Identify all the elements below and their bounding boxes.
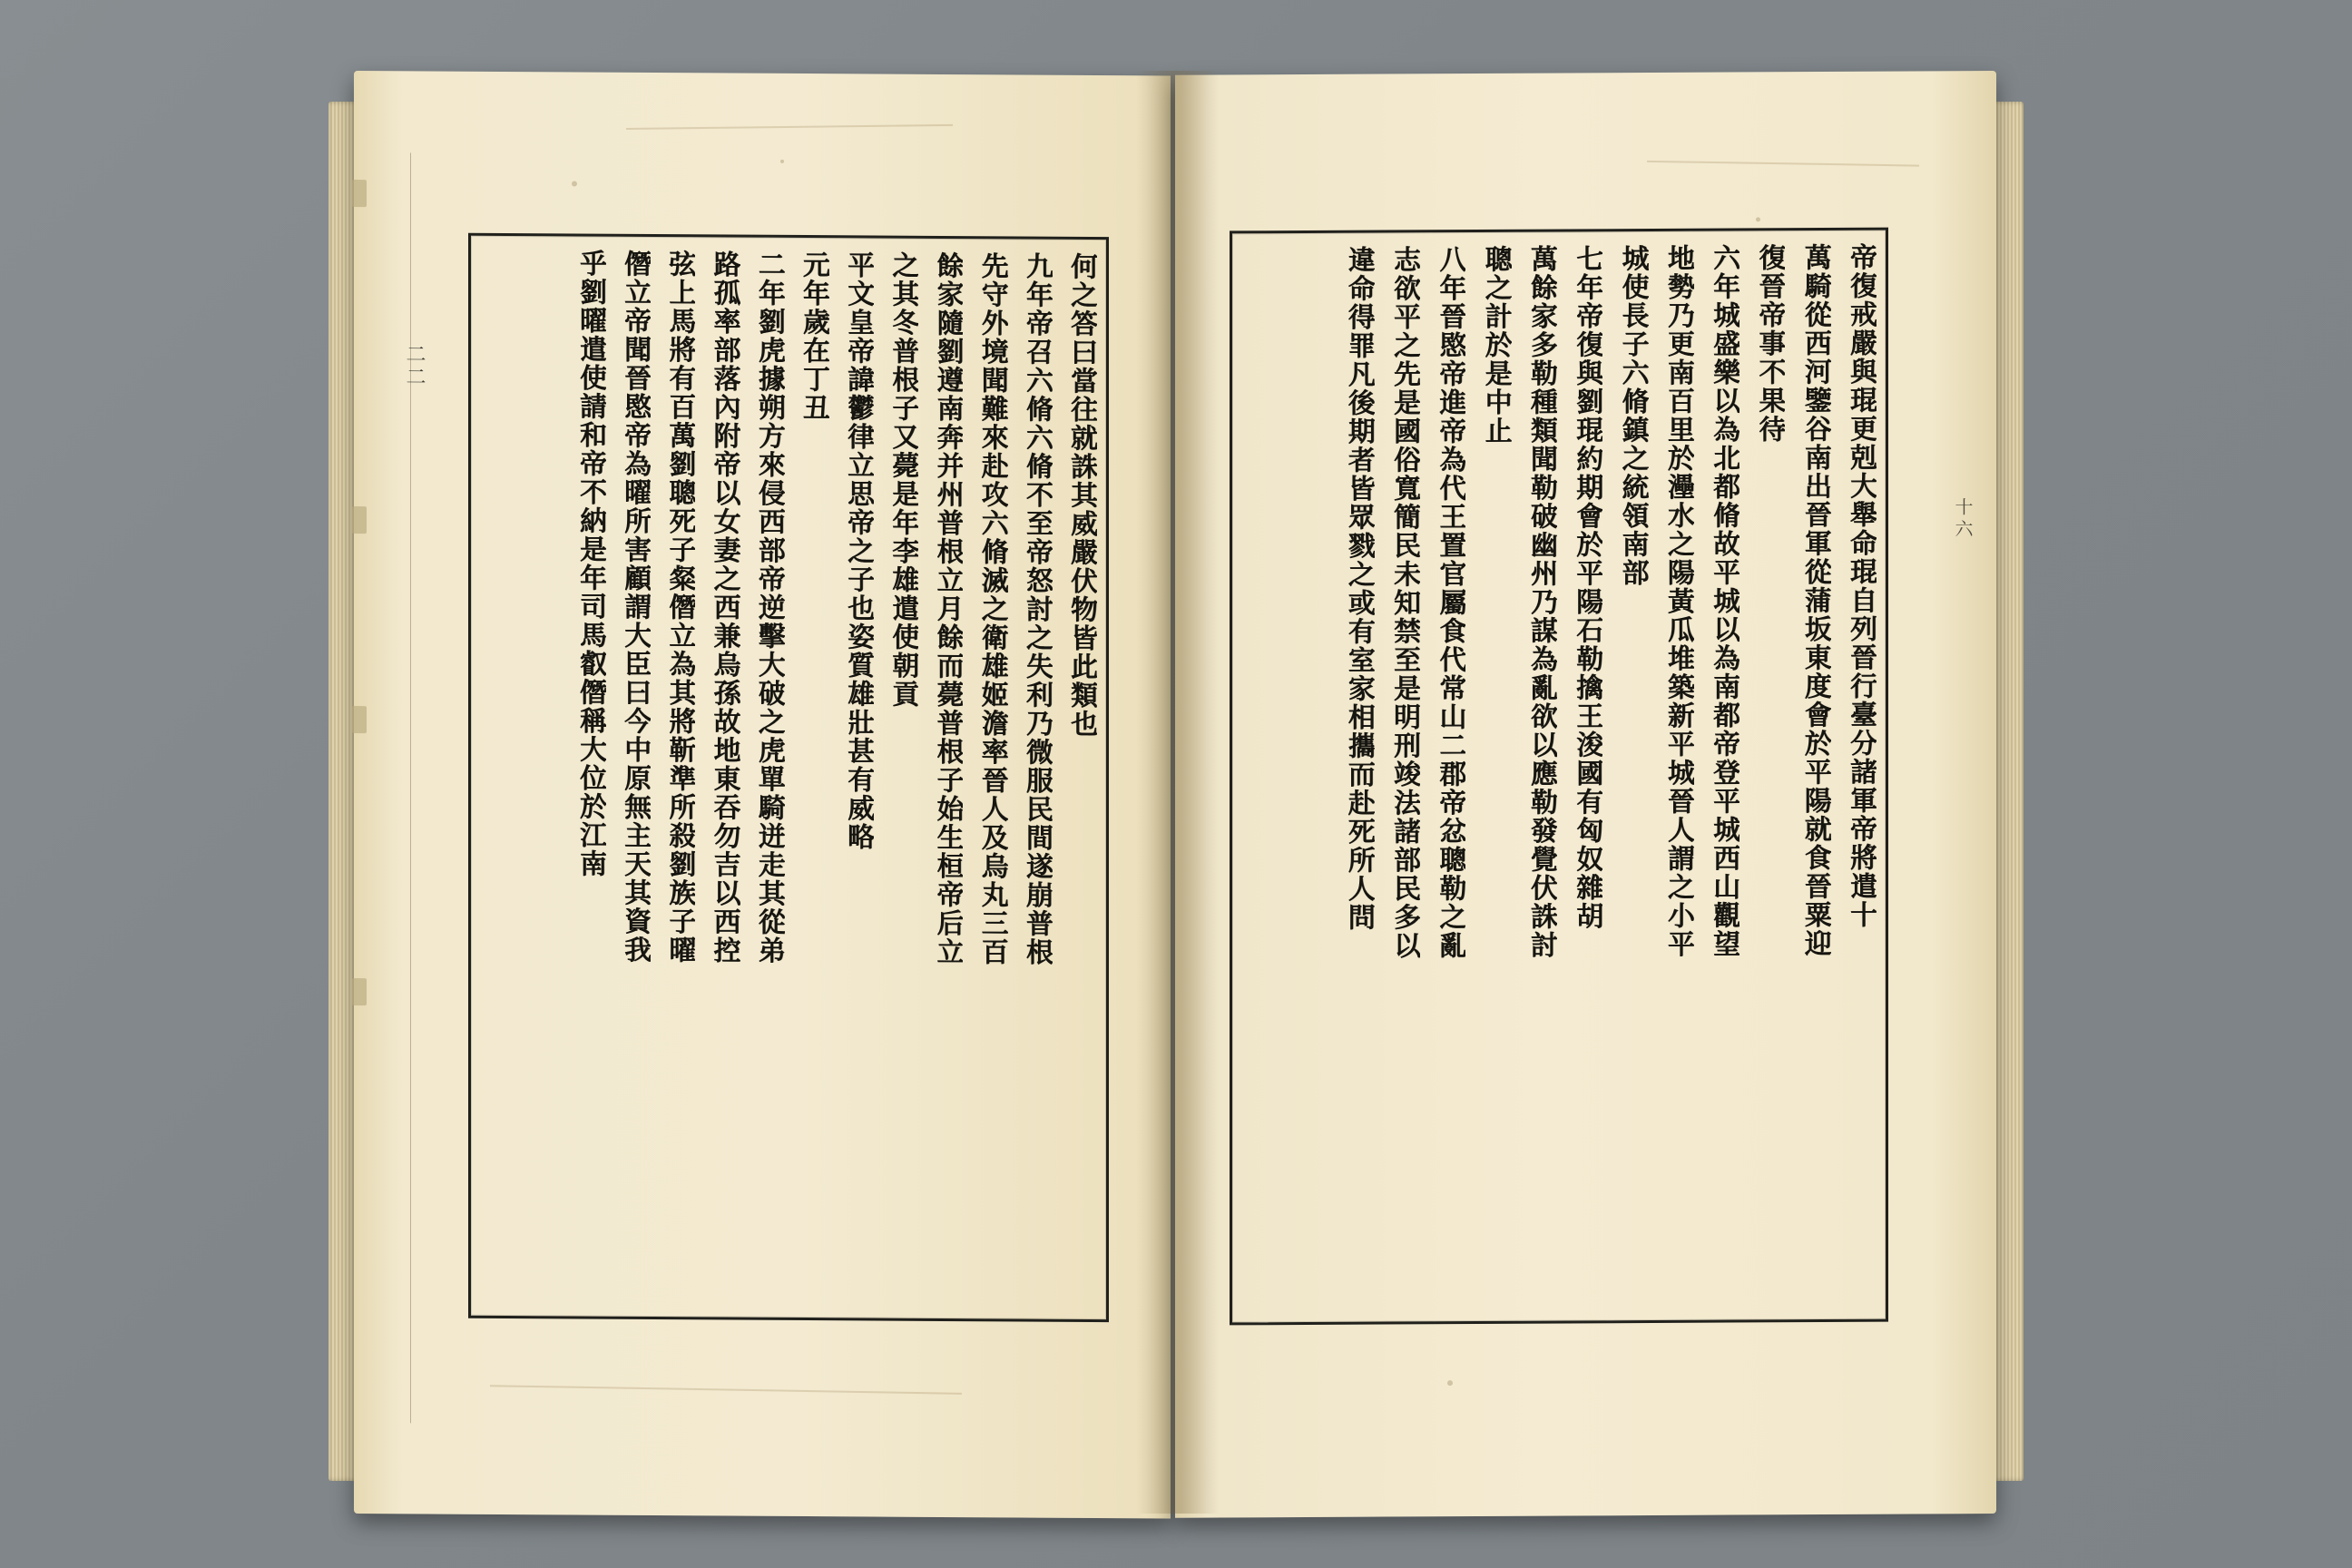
text-column: 城使長子六脩鎮之統領南部 <box>1616 244 1649 588</box>
text-column: 志欲平之先是國俗寬簡民未知禁至是明刑竣法諸部民多以 <box>1388 245 1421 961</box>
paper-crease <box>1647 161 1919 167</box>
paper-crease <box>626 124 953 130</box>
text-column: 違命得罪凡後期者皆眾戮之或有室家相攜而赴死所人問 <box>1342 245 1375 932</box>
text-column: 餘家隨劉遵南奔并州普根立月餘而薨普根子始生桓帝后立 <box>931 250 964 966</box>
edge-tab-mark <box>352 180 367 207</box>
edge-tab-mark <box>352 706 367 733</box>
text-column: 萬騎從西河鑒谷南出晉軍從蒲坂東度會於平陽就食晉粟迎 <box>1798 242 1831 958</box>
page-edge-stack-left <box>328 102 356 1481</box>
text-column: 地勢乃更南百里於灅水之陽黃瓜堆築新平城晉人謂之小平 <box>1661 243 1694 959</box>
text-frame-left <box>468 233 1109 1322</box>
text-column: 萬餘家多勒種類聞勒破幽州乃謀為亂欲以應勒發覺伏誅討 <box>1524 244 1557 960</box>
text-column: 復晉帝事不果待 <box>1753 243 1786 444</box>
page-right <box>1175 71 1996 1518</box>
edge-tab-mark <box>352 978 367 1005</box>
text-column: 弦上馬將有百萬劉聰死子粲僭立為其將靳準所殺劉族子曜 <box>663 250 696 965</box>
text-column: 六年城盛樂以為北都脩故平城以為南都帝登平城西山觀望 <box>1708 243 1740 959</box>
page-left <box>354 71 1171 1518</box>
text-column: 帝復戒嚴與琨更剋大舉命琨自列晉行臺分諸軍帝將遣十 <box>1845 242 1877 929</box>
page-edge-stack-right <box>1994 102 2024 1481</box>
paper-crease <box>490 1385 962 1395</box>
text-column: 乎劉曜遣使請和帝不納是年司馬叡僭稱大位於江南 <box>573 249 606 878</box>
text-column: 之其冬普根子又薨是年李雄遣使朝貢 <box>887 250 919 709</box>
text-column: 僭立帝聞晉愍帝為曜所害顧謂大臣曰今中原無主天其資我 <box>619 249 652 965</box>
spine-fold-label: 二二 <box>403 343 426 389</box>
text-column: 元年歲在丁丑 <box>797 250 829 423</box>
text-column: 八年晉愍帝進帝為代王置官屬食代常山二郡帝忿聰勒之亂 <box>1434 245 1466 960</box>
text-columns-right <box>1232 230 1886 1323</box>
paper-speck <box>1447 1380 1453 1386</box>
paper-speck <box>572 181 577 186</box>
text-columns-left <box>471 236 1106 1319</box>
edge-tab-mark <box>352 506 367 534</box>
text-column: 二年劉虎據朔方來侵西部帝逆擊大破之虎單騎迸走其從弟 <box>752 250 785 965</box>
text-column: 何之答曰當往就誅其威嚴伏物皆此類也 <box>1065 251 1097 739</box>
book-spread <box>354 71 1996 1514</box>
text-column: 平文皇帝諱鬱律立思帝之子也姿質雄壯甚有威略 <box>842 250 875 852</box>
text-column: 路孤率部落內附帝以女妻之西兼烏孫故地東吞勿吉以西控 <box>708 250 740 965</box>
paper-speck <box>780 160 784 163</box>
text-frame-right <box>1230 228 1888 1326</box>
text-column: 七年帝復與劉琨約期會於平陽石勒擒王浚國有匈奴雜胡 <box>1571 244 1603 931</box>
text-column: 聰之計於是中止 <box>1479 244 1512 446</box>
text-column: 九年帝召六脩六脩不至帝怒討之失利乃微服民間遂崩普根 <box>1020 251 1053 967</box>
paper-speck <box>1756 217 1760 221</box>
fore-edge-label: 十六 <box>1952 497 1974 542</box>
text-column: 先守外境聞難來赴攻六脩滅之衛雄姬澹率晉人及烏丸三百 <box>975 251 1008 966</box>
